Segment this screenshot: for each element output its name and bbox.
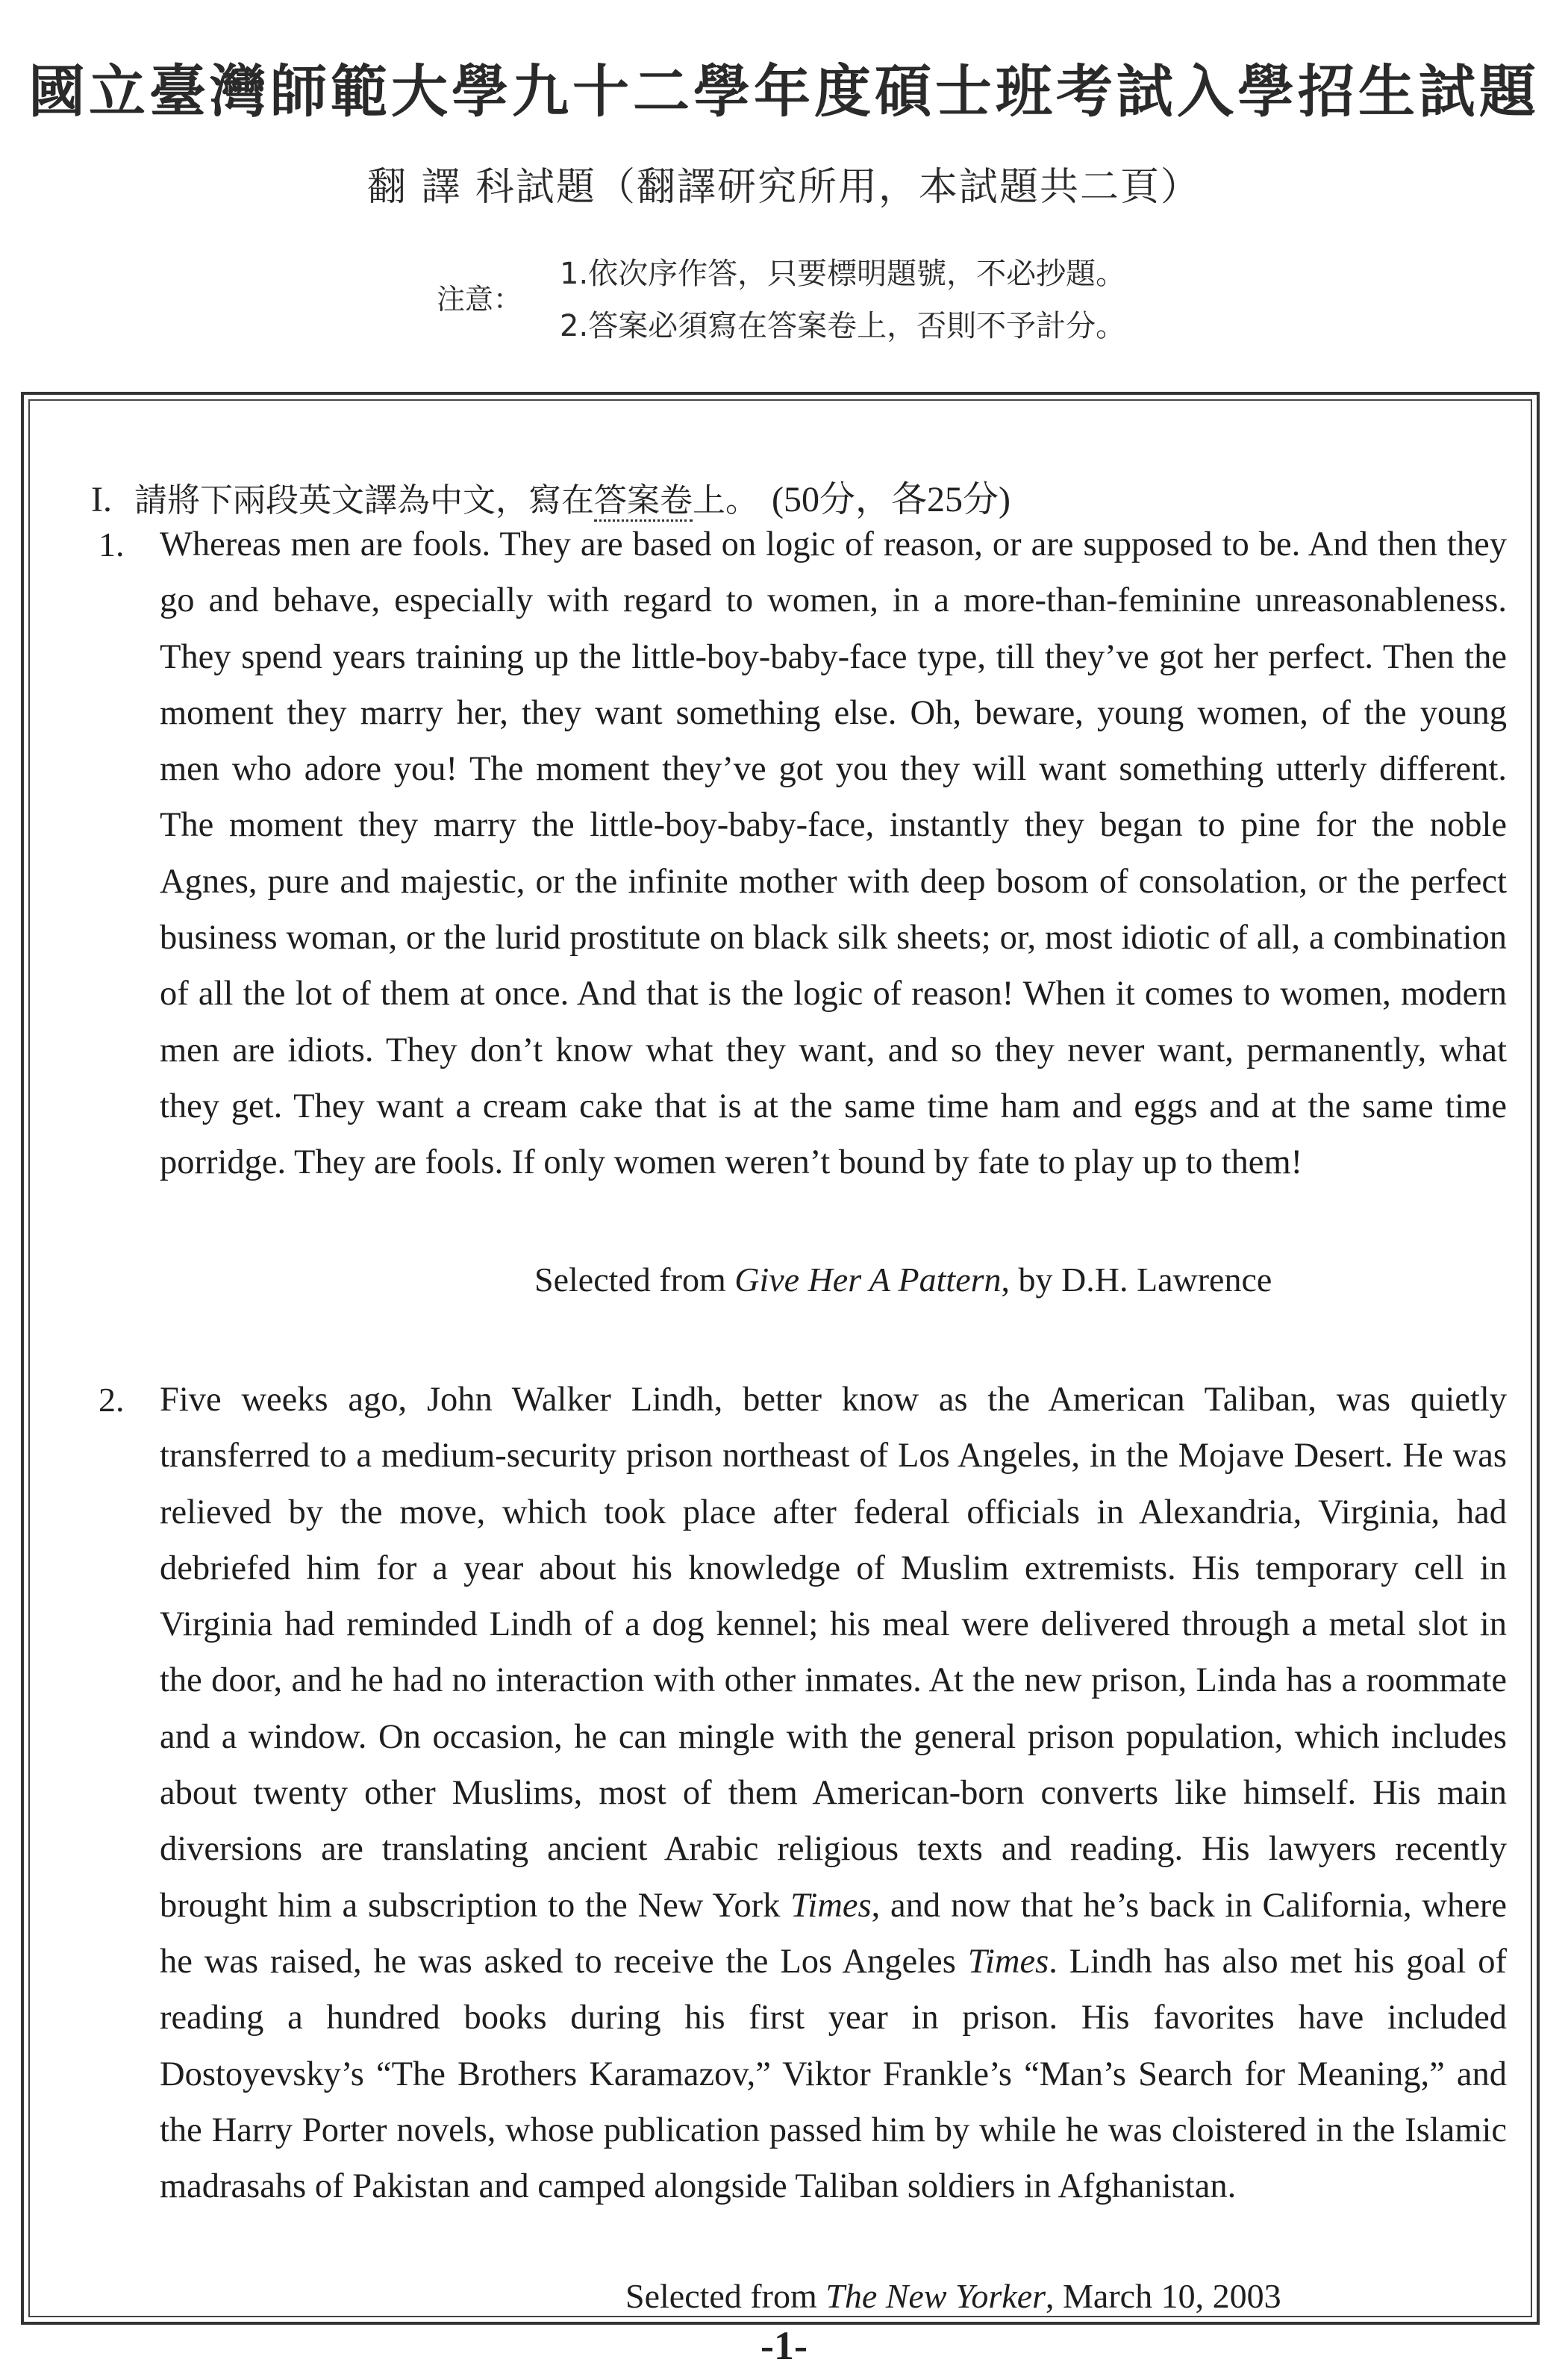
question-number: 2. — [99, 1381, 125, 1419]
question-text-part: . Lindh has also met his goal of reading a hundred books during his first year in prison. His favorites have included Dostoyevsky’s “The Brothers Karamazov,” Viktor Frankle’s “Man’s Search for Meaning,” and the Harry Porter novels, whose publication passed him by while he was cloistered in the Islamic madrasahs of Pakistan and camped alongside Taliban soldiers in Afghanistan. — [160, 1942, 1508, 2206]
source-citation — [625, 2276, 1281, 2316]
section-instruction-underlined: 答案卷 — [594, 481, 693, 522]
question-number: 1. — [99, 525, 125, 563]
source-citation — [534, 1260, 1272, 1299]
source-prefix: Selected from — [625, 2277, 826, 2315]
section-instruction-post: 上。 — [692, 481, 758, 519]
source-title: The New Yorker — [825, 2277, 1046, 2315]
question-text — [160, 1372, 1507, 2214]
source-prefix: Selected from — [534, 1261, 735, 1299]
page-number: -1- — [760, 2323, 808, 2368]
question-text-italic: Times — [790, 1886, 872, 1925]
note-item: 2.答案必須寫在答案卷上，否則不予計分。 — [560, 309, 1126, 343]
note-item: 1.依次序作答，只要標明題號，不必抄題。 — [560, 257, 1126, 291]
section-points: (50分，各25分) — [771, 480, 1011, 519]
notes-label: 注意： — [437, 283, 522, 316]
section-instruction-pre: 請將下兩段英文譯為中文，寫在 — [134, 481, 594, 519]
section-number: I. — [91, 480, 112, 519]
exam-subtitle: 翻 譯 科試題（翻譯研究所用，本試題共二頁） — [366, 165, 1202, 210]
section-heading — [91, 470, 1011, 522]
question-text-italic: Times — [967, 1942, 1049, 1981]
question-text-part: Five weeks ago, John Walker Lindh, better know as the American Taliban, was quietly transferred to a medium-security prison northeast of Los Angeles, in the Mojave Desert. He was relieved by the move, which took place after federal officials in Alexandria, Virginia, had debriefed him for a year about his knowledge of Muslim extremists. His temporary cell in Virginia had reminded Lindh of a dog kennel; his meal were delivered through a metal slot in the door, and he had no interaction with other inmates. At the new prison, Linda has a roommate and a window. On occasion, he can mingle with the general prison population, which includes about twenty other Muslims, most of them American-born converts like himself. His main diversions are translating ancient Arabic religious texts and reading. His lawyers recently brought him a subscription to the New York — [160, 1381, 1507, 1925]
source-title: Give Her A Pattern — [734, 1261, 1002, 1299]
question-text: Whereas men are fools. They are based on logic of reason, or are supposed to be. And then they go and behave, especially with regard to women, in a more-than-feminine unreasonableness. They spend years training up the little-boy-baby-face type, till they’ve got her perfect. Then the moment they marry her, they want something else. Oh, beware, young women, of the young men who adore you! The moment they’ve got you they will want something utterly different. The moment they marry the little-boy-baby-face, instantly they began to pine for the noble Agnes, pure and majestic, or the infinite mother with deep bosom of consolation, or the perfect business woman, or the lurid prostitute on black silk sheets; or, most idiotic of all, a combination of all the lot of them at once. And that is the logic of reason! When it comes to women, modern men are idiots. They don’t know what they want, and so they never want, permanently, what they get. They want a cream cake that is at the same time ham and eggs and at the same time porridge. They are fools. If only women weren’t bound by fate to play up to them! — [160, 525, 1507, 1182]
source-suffix: , March 10, 2003 — [1046, 2277, 1281, 2315]
notes-list — [560, 248, 1125, 352]
question-text-part: , and now that he’s back in California, where he was raised, he was asked to receive the Los Angeles — [160, 1886, 1507, 1981]
source-suffix: , by D.H. Lawrence — [1001, 1261, 1272, 1299]
page-title: 國立臺灣師範大學九十二學年度碩士班考試入學招生試題 — [28, 58, 1540, 125]
